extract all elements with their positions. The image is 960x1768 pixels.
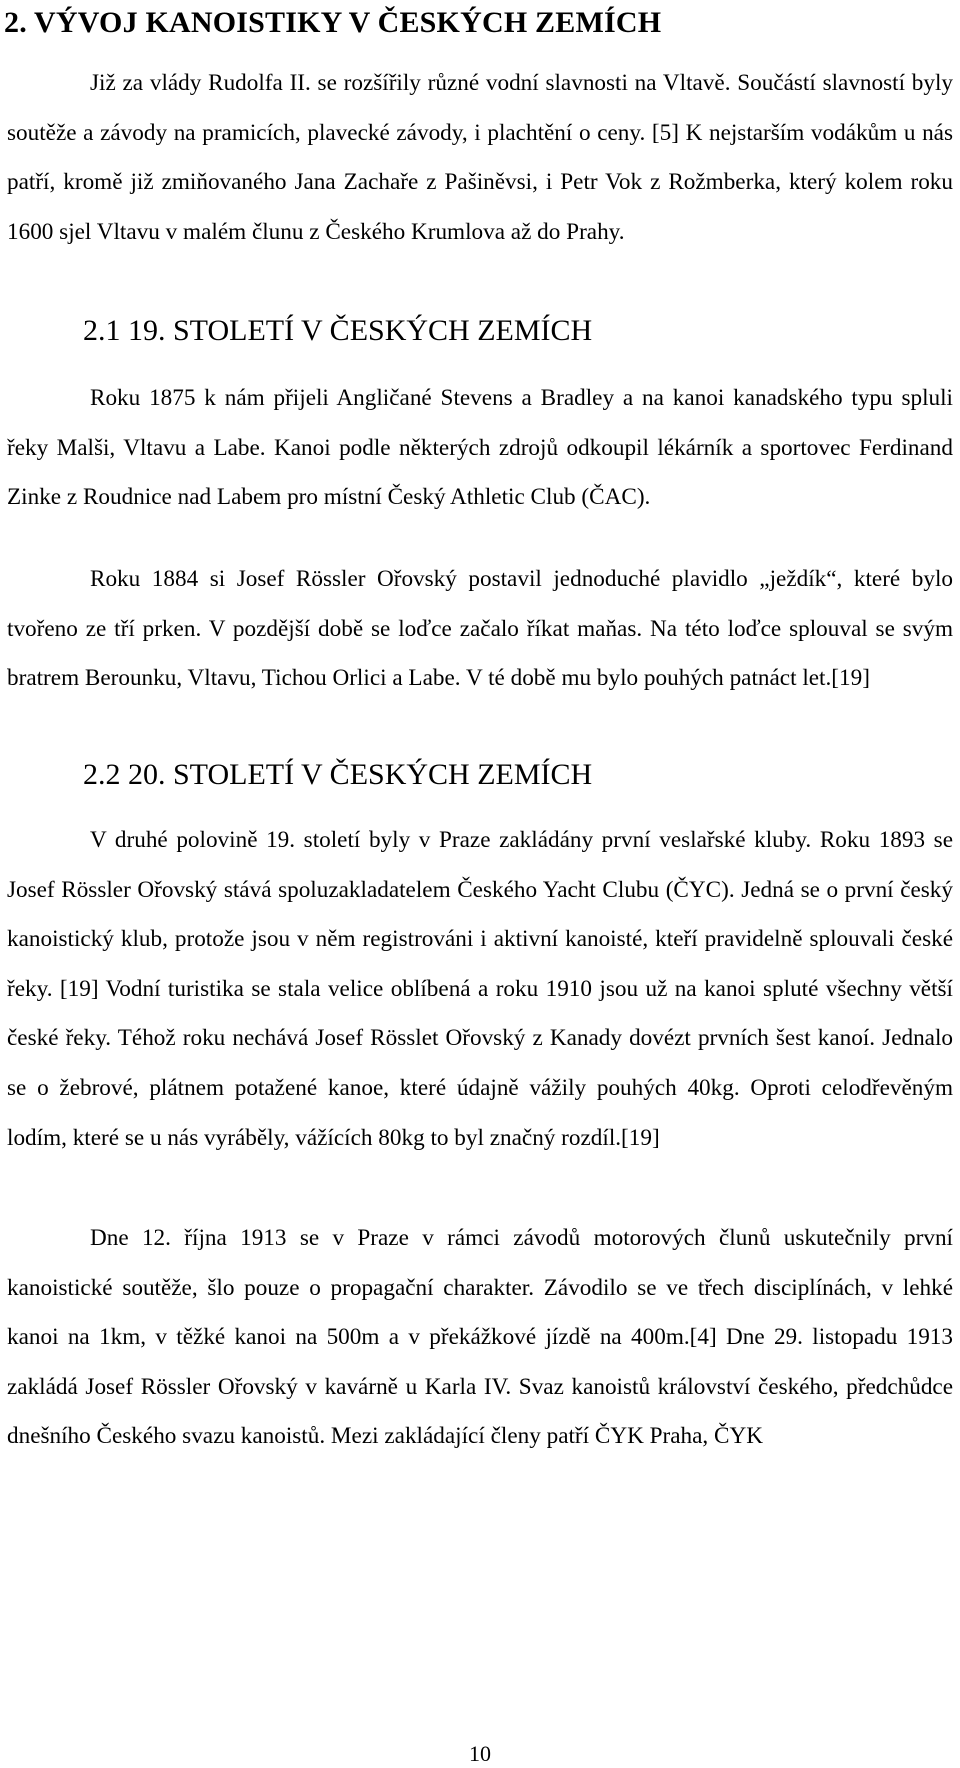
- intro-paragraph: Již za vlády Rudolfa II. se rozšířily různé vodní slavnosti na Vltavě. Součástí slavností byly soutěže a závody na pramicích, plavecké závody, i plachtění o ceny. [5] K nejstarším vodákům u nás patří, kromě již zmiňovaného Jana Zachaře z Pašiněvsi, i Petr Vok z Rožmberka, který kolem roku 1600 sjel Vltavu v malém člunu z Českého Krumlova až do Prahy.: [7, 70, 953, 245]
- paragraph-1884-rossler: Roku 1884 si Josef Rössler Ořovský postavil jednoduché plavidlo „ježdík“, které bylo tvořeno ze tří prken. V pozdější době se loďce začalo říkat maňas. Na této loďce splouval se svým bratrem Berounku, Vltavu, Tichou Orlici a Labe. V té době mu bylo pouhých patnáct let.[19]: [7, 566, 953, 692]
- section-heading-20th-century: 2.2 20. STOLETÍ V ČESKÝCH ZEMÍCH: [83, 758, 593, 791]
- paragraph-1875-stevens-bradley: Roku 1875 k nám přijeli Angličané Stevens a Bradley a na kanoi kanadského typu spluli řeky Malši, Vltavu a Labe. Kanoi podle některých zdrojů odkoupil lékárník a sportovec Ferdinand Zinke z Roudnice nad Labem pro místní Český Athletic Club (ČAC).: [7, 385, 953, 511]
- paragraph-rowing-clubs-cyc: V druhé polovině 19. století byly v Praze zakládány první veslařské kluby. Roku 1893 se Josef Rössler Ořovský stává spoluzakladatelem Českého Yacht Clubu (ČYC). Jedná se o první český kanoistický klub, protože jsou v něm registrováni i aktivní kanoisté, kteří pravidelně splouvali české řeky. [19] Vodní turistika se stala velice oblíbená a roku 1910 jsou už na kanoi spluté všechny větší české řeky. Téhož roku nechává Josef Rösslet Ořovský z Kanady dovézt prvních šest kanoí. Jednalo se o žebrové, plátnem potažené kanoe, které údajně vážily pouhých 40kg. Oproti celodřevěným lodím, které se u nás vyráběly, vážících 80kg to byl značný rozdíl.[19]: [7, 827, 953, 1151]
- section-heading-19th-century: 2.1 19. STOLETÍ V ČESKÝCH ZEMÍCH: [83, 314, 593, 347]
- paragraph-1913-competitions: Dne 12. října 1913 se v Praze v rámci závodů motorových člunů uskutečnily první kanoistické soutěže, šlo pouze o propagační charakter. Závodilo se ve třech disciplínách, v lehké kanoi na 1km, v těžké kanoi na 500m a v překážkové jízdě na 400m.[4] Dne 29. listopadu 1913 zakládá Josef Rössler Ořovský v kavárně u Karla IV. Svaz kanoistů království českého, předchůdce dnešního Českého svazu kanoistů. Mezi zakládající členy patří ČYK Praha, ČYK: [7, 1225, 953, 1450]
- chapter-title: 2. VÝVOJ KANOISTIKY V ČESKÝCH ZEMÍCH: [4, 6, 662, 39]
- page-number: 10: [469, 1741, 491, 1766]
